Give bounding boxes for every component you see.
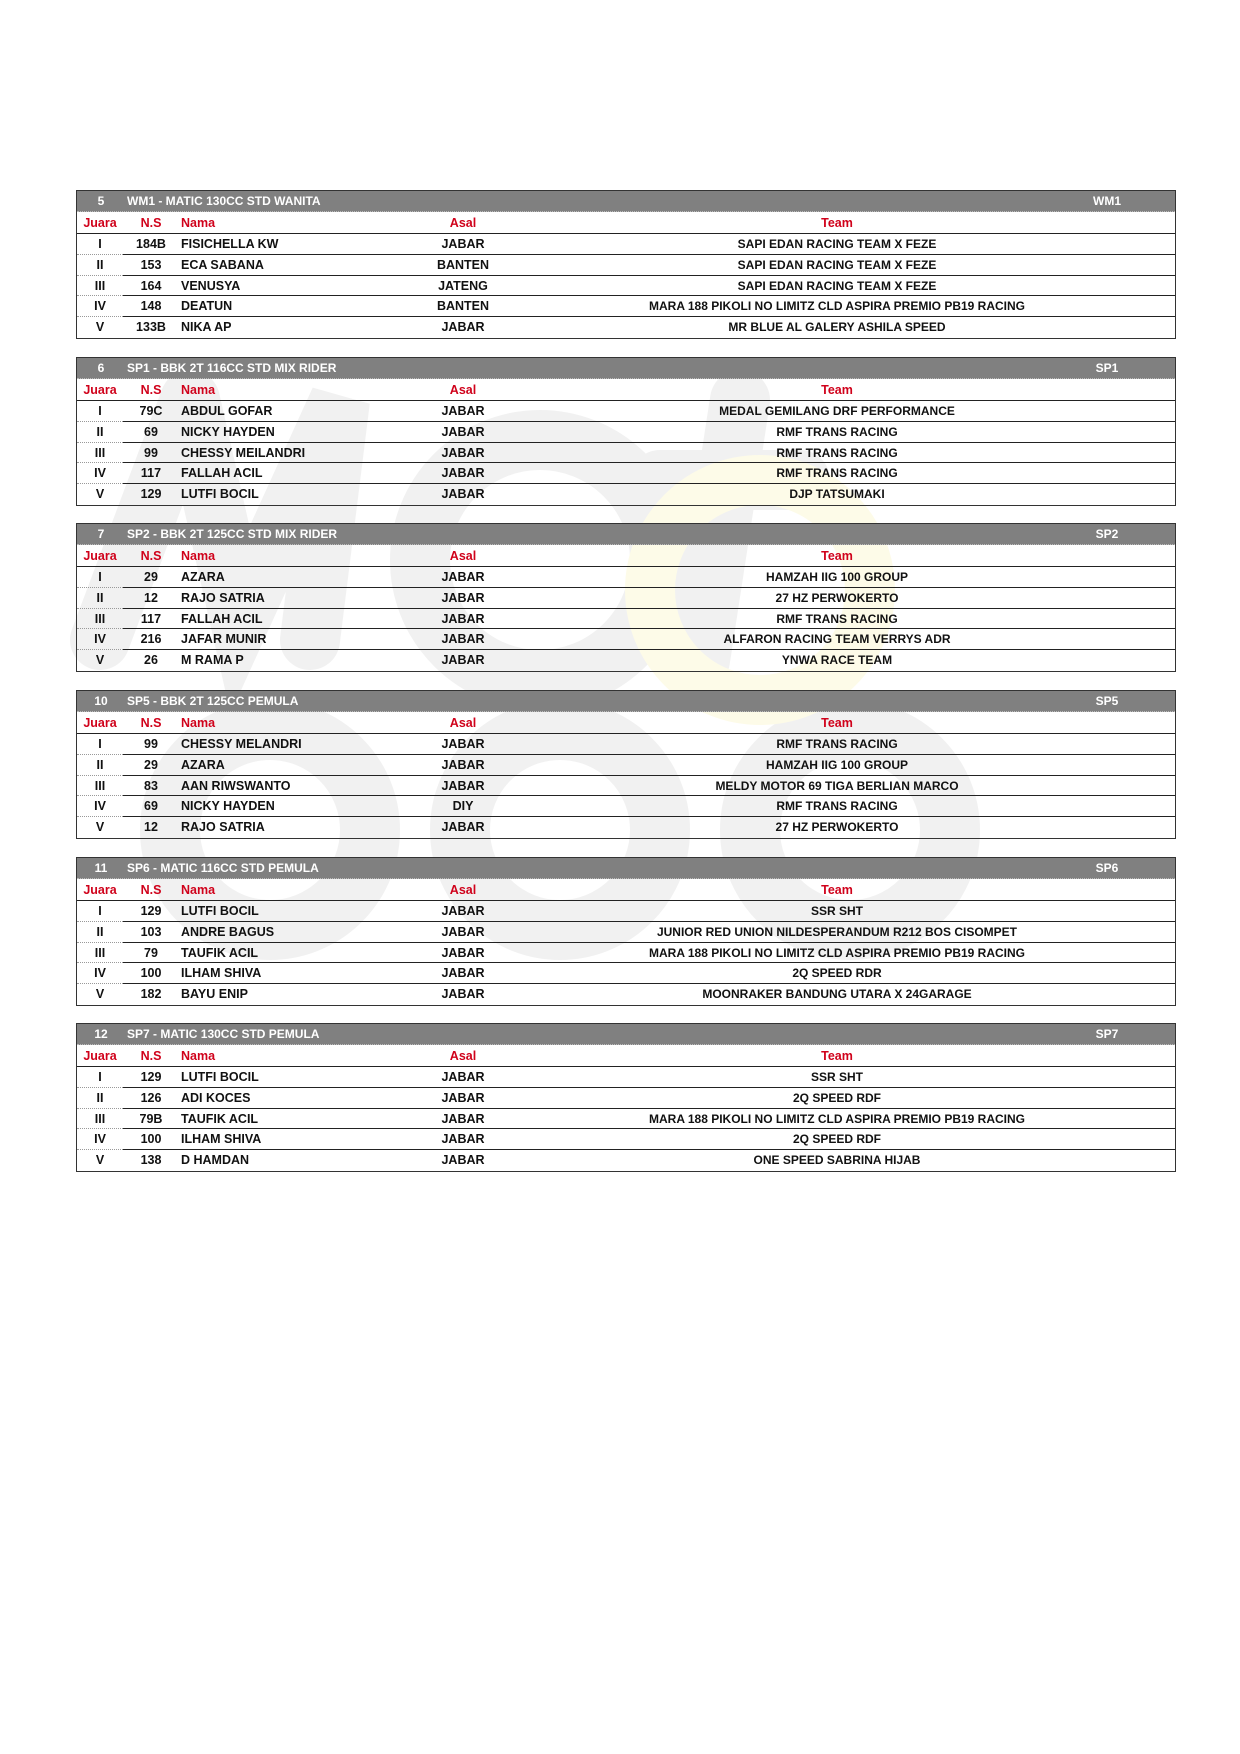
cell-ns: 100 [140,1132,162,1147]
table-row [77,296,1175,317]
result-rows [77,234,1175,338]
cell-team: SSR SHT [810,1070,863,1084]
cell-asal: JABAR [441,757,485,772]
cell-nama: TAUFIK ACIL [181,945,259,960]
cell-team: RMF TRANS RACING [776,737,898,751]
cell-juara: V [95,987,105,1002]
cell-ns: 83 [144,778,158,793]
cell-nama: AAN RIWSWANTO [181,778,291,793]
column-headers [77,1045,1175,1067]
table-row [77,1129,1175,1150]
column-team: Team [821,216,853,230]
cell-nama: VENUSYA [181,278,241,293]
column-asal: Asal [449,216,477,230]
table-row [77,317,1175,338]
cell-team: SSR SHT [810,904,863,918]
cell-team: 2Q SPEED RDR [792,966,882,981]
column-ns: N.S [140,883,162,897]
column-juara: Juara [83,883,117,897]
cell-asal: JABAR [441,820,485,835]
cell-nama: CHESSY MELANDRI [181,737,302,751]
cell-asal: JABAR [441,424,485,439]
table-row [77,1067,1175,1088]
race-result-table [76,523,1176,672]
cell-asal: JABAR [441,445,485,460]
cell-team: RMF TRANS RACING [776,466,898,481]
cell-asal: JABAR [441,1132,485,1147]
cell-juara: IV [94,966,106,981]
column-ns: N.S [140,1049,162,1063]
race-header [77,524,1175,545]
cell-team: SAPI EDAN RACING TEAM X FEZE [737,278,937,293]
cell-juara: IV [94,799,106,814]
cell-asal: JABAR [441,924,485,939]
race-header [77,1024,1175,1045]
cell-team: MEDAL GEMILANG DRF PERFORMANCE [719,404,955,418]
cell-ns: 117 [140,611,162,626]
race-number: 12 [94,1027,108,1041]
race-title: SP7 - MATIC 130CC STD PEMULA [127,1027,320,1041]
cell-ns: 153 [140,257,162,272]
race-result-table [76,690,1176,839]
cell-juara: V [95,653,105,668]
column-juara: Juara [83,716,117,730]
table-row [77,1088,1175,1109]
table-row [77,943,1175,964]
cell-team: HAMZAH IIG 100 GROUP [765,570,909,584]
cell-asal: JABAR [441,1111,485,1126]
race-result-table [76,190,1176,339]
race-result-table [76,857,1176,1006]
cell-ns: 133B [136,320,166,335]
table-row [77,796,1175,817]
column-headers [77,712,1175,734]
result-rows [77,567,1175,671]
cell-asal: JABAR [441,1070,485,1084]
column-headers [77,545,1175,567]
cell-team: ONE SPEED SABRINA HIJAB [753,1153,921,1168]
column-ns: N.S [140,383,162,397]
cell-juara: IV [94,632,106,647]
race-header [77,691,1175,712]
table-row [77,963,1175,984]
race-title: SP6 - MATIC 116CC STD PEMULA [127,861,319,875]
cell-juara: V [95,320,105,335]
cell-juara: I [98,404,102,418]
table-row [77,255,1175,276]
race-code: SP1 [1095,361,1119,375]
column-nama: Nama [181,383,216,397]
cell-nama: FALLAH ACIL [181,466,263,481]
cell-juara: V [95,1153,105,1168]
column-ns: N.S [140,716,162,730]
cell-juara: I [98,570,102,584]
cell-nama: ILHAM SHIVA [181,1132,262,1147]
cell-nama: LUTFI BOCIL [181,1070,259,1084]
cell-juara: III [94,778,106,793]
cell-nama: ADI KOCES [181,1090,251,1105]
cell-ns: 126 [140,1090,162,1105]
cell-juara: V [95,487,105,502]
cell-juara: III [94,445,106,460]
result-rows [77,1067,1175,1171]
race-header [77,858,1175,879]
cell-asal: JABAR [441,237,485,251]
cell-juara: II [96,1090,104,1105]
cell-juara: II [96,924,104,939]
cell-nama: AZARA [181,757,225,772]
column-juara: Juara [83,549,117,563]
cell-asal: JABAR [441,1153,485,1168]
cell-ns: 117 [140,466,162,481]
race-result-table [76,357,1176,506]
cell-juara: I [98,737,102,751]
cell-nama: NIKA AP [181,320,232,335]
cell-juara: III [94,945,106,960]
cell-ns: 12 [144,590,158,605]
cell-team: YNWA RACE TEAM [781,653,893,668]
table-row [77,776,1175,797]
cell-nama: ANDRE BAGUS [181,924,275,939]
cell-nama: JAFAR MUNIR [181,632,267,647]
cell-team: MELDY MOTOR 69 TIGA BERLIAN MARCO [715,778,959,793]
column-asal: Asal [449,1049,477,1063]
column-headers [77,212,1175,234]
cell-juara: IV [94,299,106,314]
cell-juara: III [94,1111,106,1126]
cell-nama: DEATUN [181,299,233,314]
cell-team: 27 HZ PERWOKERTO [775,820,899,835]
cell-ns: 182 [140,987,162,1002]
cell-team: RMF TRANS RACING [776,799,898,814]
race-title: SP2 - BBK 2T 125CC STD MIX RIDER [127,527,338,541]
cell-ns: 79 [144,945,158,960]
cell-nama: TAUFIK ACIL [181,1111,259,1126]
cell-asal: DIY [452,799,474,814]
cell-ns: 29 [144,757,158,772]
table-row [77,609,1175,630]
race-header [77,191,1175,212]
race-title: SP1 - BBK 2T 116CC STD MIX RIDER [127,361,337,375]
result-rows [77,901,1175,1005]
table-row [77,234,1175,255]
cell-juara: I [98,1070,102,1084]
cell-nama: FALLAH ACIL [181,611,263,626]
cell-asal: JABAR [441,632,485,647]
table-row [77,276,1175,297]
cell-team: 27 HZ PERWOKERTO [775,590,899,605]
race-code: WM1 [1093,194,1121,208]
cell-nama: BAYU ENIP [181,987,248,1002]
column-nama: Nama [181,716,216,730]
cell-ns: 129 [140,1070,162,1084]
cell-asal: JATENG [438,278,488,293]
table-row [77,422,1175,443]
cell-asal: JABAR [441,778,485,793]
cell-team: 2Q SPEED RDF [792,1132,882,1147]
cell-nama: RAJO SATRIA [181,590,265,605]
column-juara: Juara [83,216,117,230]
column-headers [77,379,1175,401]
cell-ns: 164 [140,278,162,293]
table-row [77,1109,1175,1130]
race-number: 10 [94,694,108,708]
column-nama: Nama [181,549,216,563]
column-team: Team [821,549,853,563]
column-headers [77,879,1175,901]
race-number: 6 [97,361,105,375]
cell-nama: FISICHELLA KW [181,237,279,251]
cell-team: MARA 188 PIKOLI NO LIMITZ CLD ASPIRA PREMIO PB19 RACING [648,1111,1026,1126]
cell-asal: JABAR [441,653,485,668]
cell-asal: JABAR [441,904,485,918]
cell-ns: 100 [140,966,162,981]
cell-team: SAPI EDAN RACING TEAM X FEZE [737,257,937,272]
cell-ns: 12 [144,820,158,835]
cell-ns: 79B [139,1111,163,1126]
cell-team: RMF TRANS RACING [776,445,898,460]
column-nama: Nama [181,883,216,897]
column-asal: Asal [449,716,477,730]
cell-nama: AZARA [181,570,225,584]
cell-juara: II [96,424,104,439]
column-juara: Juara [83,1049,117,1063]
cell-ns: 26 [144,653,158,668]
cell-ns: 216 [140,632,162,647]
column-nama: Nama [181,216,216,230]
cell-nama: LUTFI BOCIL [181,487,259,502]
table-row [77,1150,1175,1171]
cell-juara: II [96,757,104,772]
cell-juara: II [96,590,104,605]
race-title: SP5 - BBK 2T 125CC PEMULA [127,694,299,708]
cell-ns: 69 [144,799,158,814]
cell-nama: ECA SABANA [181,257,264,272]
column-ns: N.S [140,549,162,563]
cell-juara: II [96,257,104,272]
column-asal: Asal [449,383,477,397]
cell-juara: III [94,611,106,626]
cell-asal: JABAR [441,570,485,584]
cell-ns: 99 [144,445,158,460]
cell-ns: 29 [144,570,158,584]
cell-asal: JABAR [441,1090,485,1105]
cell-nama: CHESSY MEILANDRI [181,445,306,460]
race-header [77,358,1175,379]
race-number: 7 [97,527,105,541]
table-row [77,734,1175,755]
cell-team: MARA 188 PIKOLI NO LIMITZ CLD ASPIRA PREMIO PB19 RACING [648,945,1026,960]
column-team: Team [821,383,853,397]
cell-team: MARA 188 PIKOLI NO LIMITZ CLD ASPIRA PREMIO PB19 RACING [648,299,1026,314]
cell-asal: BANTEN [436,299,490,314]
cell-nama: D HAMDAN [181,1153,250,1168]
table-row [77,755,1175,776]
column-asal: Asal [449,883,477,897]
cell-ns: 103 [140,924,162,939]
cell-nama: NICKY HAYDEN [181,424,275,439]
cell-asal: JABAR [441,320,485,335]
result-rows [77,401,1175,505]
table-row [77,443,1175,464]
cell-team: RMF TRANS RACING [776,424,898,439]
cell-juara: IV [94,466,106,481]
cell-nama: ILHAM SHIVA [181,966,262,981]
race-code: SP5 [1095,694,1119,708]
cell-asal: JABAR [441,987,485,1002]
race-title: WM1 - MATIC 130CC STD WANITA [127,194,321,208]
table-row [77,629,1175,650]
cell-nama: M RAMA P [181,653,244,668]
cell-asal: JABAR [441,404,485,418]
race-code: SP2 [1095,527,1119,541]
table-row [77,922,1175,943]
cell-ns: 129 [140,904,162,918]
cell-juara: V [95,820,105,835]
cell-nama: LUTFI BOCIL [181,904,259,918]
cell-nama: RAJO SATRIA [181,820,265,835]
race-number: 11 [94,861,108,875]
table-row [77,401,1175,422]
table-row [77,484,1175,505]
cell-team: ALFARON RACING TEAM VERRYS ADR [723,632,951,647]
cell-team: HAMZAH IIG 100 GROUP [765,757,909,772]
column-nama: Nama [181,1049,216,1063]
column-team: Team [821,716,853,730]
cell-asal: JABAR [441,945,485,960]
column-ns: N.S [140,216,162,230]
table-row [77,463,1175,484]
cell-team: 2Q SPEED RDF [792,1090,882,1105]
cell-nama: NICKY HAYDEN [181,799,275,814]
table-row [77,650,1175,671]
cell-asal: JABAR [441,737,485,751]
cell-ns: 138 [140,1153,162,1168]
table-row [77,901,1175,922]
cell-juara: I [98,904,102,918]
cell-team: RMF TRANS RACING [776,611,898,626]
cell-ns: 69 [144,424,158,439]
cell-asal: JABAR [441,466,485,481]
table-row [77,567,1175,588]
cell-nama: ABDUL GOFAR [181,404,273,418]
race-code: SP6 [1095,861,1119,875]
race-result-table [76,1023,1176,1172]
column-asal: Asal [449,549,477,563]
column-juara: Juara [83,383,117,397]
cell-ns: 129 [140,487,162,502]
cell-juara: I [98,237,102,251]
cell-team: SAPI EDAN RACING TEAM X FEZE [737,237,937,251]
cell-asal: JABAR [441,590,485,605]
table-row [77,984,1175,1005]
cell-team: MOONRAKER BANDUNG UTARA X 24GARAGE [702,987,972,1002]
cell-asal: JABAR [441,966,485,981]
cell-ns: 148 [140,299,162,314]
cell-asal: JABAR [441,487,485,502]
cell-ns: 184B [136,237,166,251]
cell-juara: III [94,278,106,293]
cell-ns: 99 [144,737,158,751]
column-team: Team [821,883,853,897]
cell-team: DJP TATSUMAKI [789,487,885,502]
column-team: Team [821,1049,853,1063]
result-rows [77,734,1175,838]
cell-ns: 79C [139,404,163,418]
table-row [77,817,1175,838]
table-row [77,588,1175,609]
race-code: SP7 [1095,1027,1119,1041]
cell-juara: IV [94,1132,106,1147]
cell-team: MR BLUE AL GALERY ASHILA SPEED [728,320,946,335]
cell-team: JUNIOR RED UNION NILDESPERANDUM R212 BOS CISOMPET [656,924,1018,939]
cell-asal: BANTEN [436,257,490,272]
cell-asal: JABAR [441,611,485,626]
race-number: 5 [97,194,105,208]
